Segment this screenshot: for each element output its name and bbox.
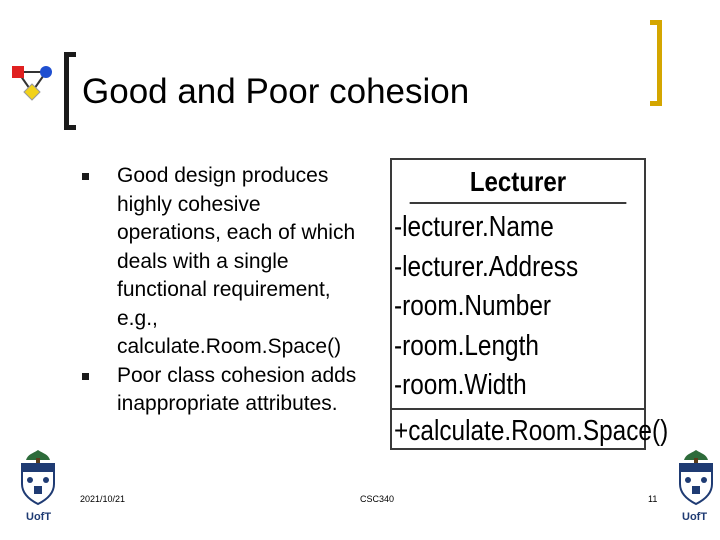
uoft-label-right: UofT [682,511,708,523]
title-bracket-left [64,52,76,130]
uml-class-diagram [390,158,669,450]
uml-operation: +calculate.Room.Space() [394,414,669,447]
bullet-square-icon [82,173,89,180]
footer-course: CSC340 [360,494,395,504]
uoft-label-left: UofT [26,511,52,523]
title-bracket-right [650,20,662,106]
uml-attribute: -room.Width [394,369,527,401]
bullet-text: Good design produces highly cohesive operations, each of which deals with a single functional requirement, e.g., calculate.Room.Space() [117,164,356,358]
uml-operations [392,410,669,452]
uml-attribute: -lecturer.Address [394,250,579,283]
footer-date: 2021/10/21 [80,494,126,504]
uml-attributes [392,204,644,410]
university-crest-icon [674,448,718,510]
bullet-square-icon [82,373,89,380]
uml-attribute: -lecturer.Name [394,211,554,243]
template-logo-icon [8,58,58,108]
uml-attribute: -room.Length [394,329,539,362]
university-crest-icon [16,448,60,510]
bullet-item [80,162,370,362]
uml-class-name: Lecturer [410,160,627,204]
bullet-item [80,362,370,419]
footer-page-number: 11 [648,494,658,504]
slide-title: Good and Poor cohesion [82,72,470,111]
bullet-list [80,162,370,419]
uml-attribute: -room.Number [394,290,552,322]
bullet-text: Poor class cohesion adds inappropriate attributes. [117,363,357,415]
